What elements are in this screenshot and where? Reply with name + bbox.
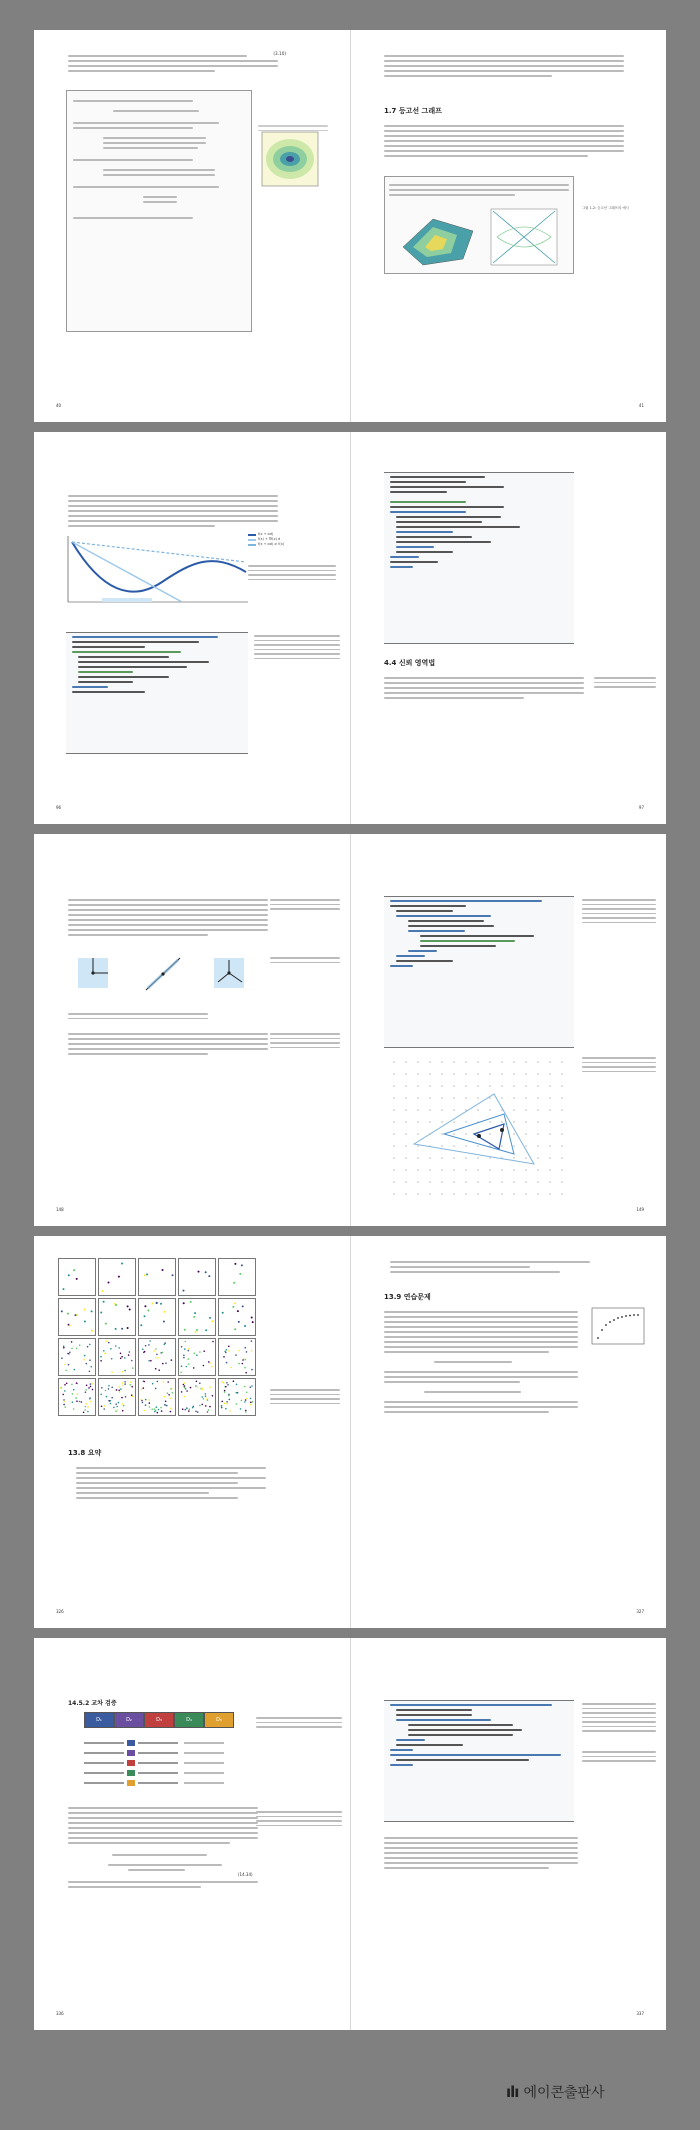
publisher-logo <box>506 2082 605 2102</box>
sample-thumbnail <box>218 1378 256 1416</box>
sample-thumbnail <box>138 1338 176 1376</box>
page-number: 148 <box>56 1207 64 1212</box>
page-left <box>34 1638 350 2030</box>
equation-label: (14.34) <box>238 1872 253 1877</box>
direction-figures <box>68 954 268 1002</box>
page-right <box>350 834 666 1226</box>
sample-thumbnail <box>138 1258 176 1296</box>
page-number: 40 <box>56 403 62 408</box>
fold-block: D₅ <box>204 1712 234 1728</box>
convergence-plot <box>588 1306 648 1350</box>
section-title: 13.8 요약 <box>68 1449 102 1457</box>
section-title: 1.7 등고선 그래프 <box>384 107 442 115</box>
sample-thumbnail <box>138 1378 176 1416</box>
figure-box <box>384 176 574 274</box>
sample-thumbnail <box>138 1298 176 1336</box>
section-title: 4.4 신뢰 영역법 <box>384 659 436 667</box>
line-search-figure <box>62 532 252 612</box>
fold-block: D₁ <box>84 1712 114 1728</box>
spread-2 <box>34 432 666 824</box>
page-number: 327 <box>636 1609 644 1614</box>
fold-row <box>84 1742 254 1748</box>
equation-label: (3.10) <box>273 51 286 56</box>
code-listing <box>384 896 574 1048</box>
contour-figure <box>258 130 320 190</box>
section-title: 14.5.2 교차 검증 <box>68 1700 117 1707</box>
page-right <box>350 1638 666 2030</box>
page-left <box>34 834 350 1226</box>
page-number: 326 <box>56 1609 64 1614</box>
fold-block: D₄ <box>174 1712 204 1728</box>
fold-block: D₂ <box>114 1712 144 1728</box>
legend: f(x + αd) f(x) + ∇f(x) d f(x + αd) ≥ f(x) <box>248 532 338 547</box>
sample-thumbnail <box>178 1258 216 1296</box>
sample-thumbnail <box>58 1338 96 1376</box>
sample-thumbnail <box>218 1298 256 1336</box>
sample-thumbnail <box>58 1378 96 1416</box>
page-left <box>34 30 350 422</box>
sample-thumbnail <box>218 1258 256 1296</box>
spread-1 <box>34 30 666 422</box>
fold-row <box>84 1762 254 1768</box>
fold-block: D₃ <box>144 1712 174 1728</box>
sample-thumbnail <box>178 1338 216 1376</box>
page-number: 149 <box>636 1207 644 1212</box>
publisher-mark: ılı <box>506 2083 519 2101</box>
page-right <box>350 432 666 824</box>
pattern-search-figure <box>384 1054 574 1204</box>
page-number: 337 <box>636 2011 644 2016</box>
code-listing <box>384 1700 574 1822</box>
page-right <box>350 30 666 422</box>
page-number: 336 <box>56 2011 64 2016</box>
code-listing <box>384 472 574 644</box>
sample-thumbnail <box>98 1258 136 1296</box>
side-note: 그림 1.2: 등고선 그래프의 예시 <box>582 206 629 210</box>
page-number: 41 <box>638 403 644 408</box>
page-right <box>350 1236 666 1628</box>
sample-thumbnail <box>218 1338 256 1376</box>
fold-row <box>84 1752 254 1758</box>
sample-thumbnail <box>178 1378 216 1416</box>
sample-thumbnail <box>58 1298 96 1336</box>
page-number: 96 <box>56 805 62 810</box>
sample-thumbnail <box>98 1378 136 1416</box>
page-left <box>34 1236 350 1628</box>
sample-thumbnail <box>178 1298 216 1336</box>
page-left <box>34 432 350 824</box>
section-title: 13.9 연습문제 <box>384 1293 431 1301</box>
page-number: 97 <box>638 805 644 810</box>
code-listing <box>66 632 248 754</box>
spread-3 <box>34 834 666 1226</box>
sample-thumbnail <box>98 1338 136 1376</box>
fold-row <box>84 1772 254 1778</box>
publisher-name: 에이콘출판사 <box>523 2085 605 2101</box>
example-box <box>66 90 252 332</box>
spread-5 <box>34 1638 666 2030</box>
sample-thumbnail <box>98 1298 136 1336</box>
spread-4 <box>34 1236 666 1628</box>
fold-row <box>84 1732 254 1738</box>
sample-thumbnail <box>58 1258 96 1296</box>
